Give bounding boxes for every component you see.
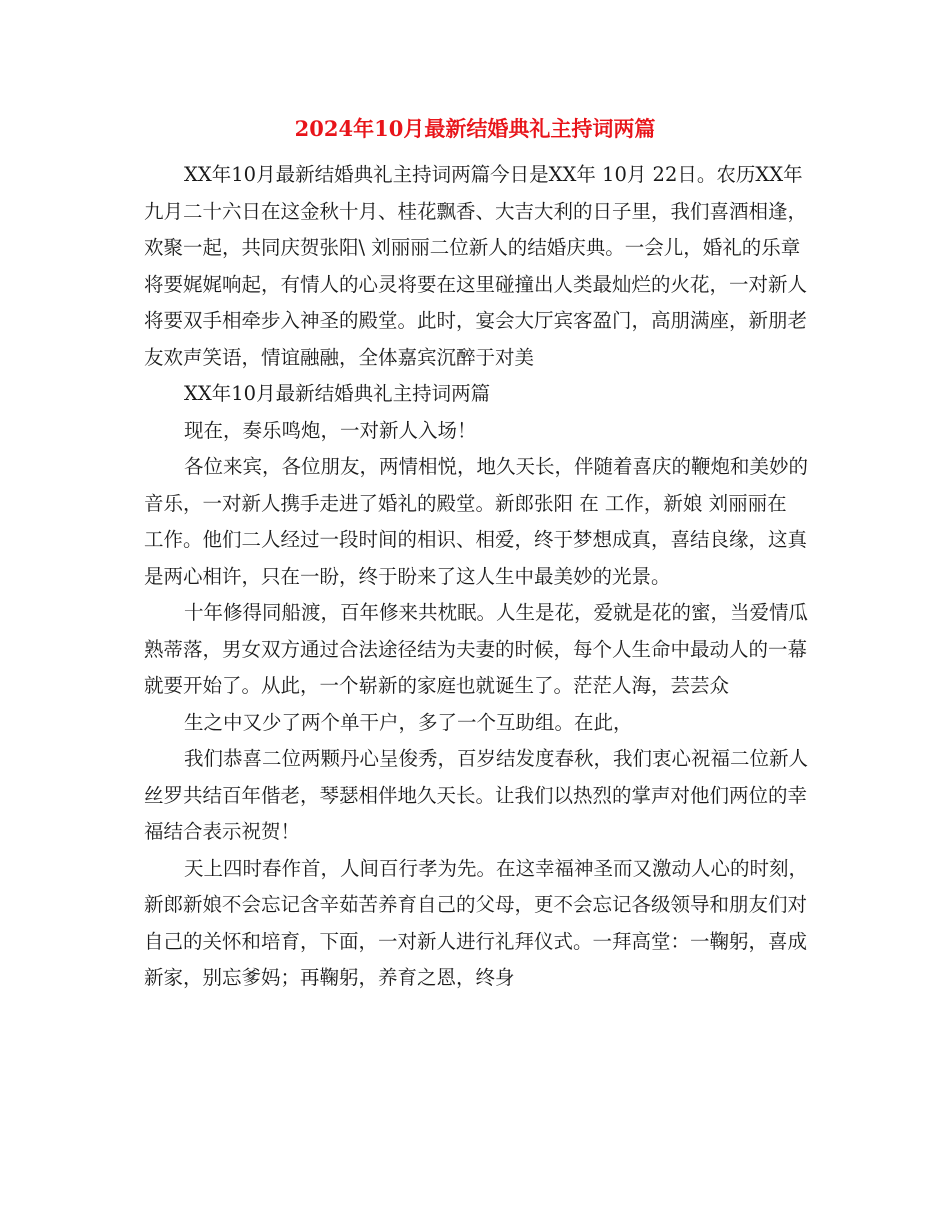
paragraph-welcome: 各位来宾，各位朋友，两情相悦，地久天长，伴随着喜庆的鞭炮和美妙的音乐，一对新人携手走进了婚礼的殿堂。新郎张阳 在 工作，新娘 刘丽丽在 工作。他们二人经过一段时间的相识、相爱，终于梦想成真，喜结良缘，这真是两心相许，只在一盼，终于盼来了这人生中最美妙的光景。 xyxy=(144,455,809,588)
document-title: 2024年10月最新结婚典礼主持词两篇 xyxy=(294,116,656,141)
paragraph-continuation: 生之中又少了两个单干户，多了一个互助组。在此， xyxy=(184,710,633,734)
paragraph-subtitle: XX年10月最新结婚典礼主持词两篇 xyxy=(184,382,491,405)
paragraph-marriage: 十年修得同船渡，百年修来共枕眠。人生是花，爱就是花的蜜，当爱情瓜熟蒂落，男女双方通过合法途径结为夫妻的时候，每个人生命中最动人的一幕就要开始了。从此，一个崭新的家庭也就诞生了。茫茫人海，芸芸众 xyxy=(144,601,809,697)
paragraph-entrance: 现在，奏乐鸣炮，一对新人入场！ xyxy=(184,418,477,442)
document-body xyxy=(144,157,808,997)
paragraph-ceremony: 天上四时春作首，人间百行孝为先。在这幸福神圣而又激动人心的时刻，新郎新娘不会忘记含辛茹苦养育自己的父母，更不会忘记各级领导和朋友们对自己的关怀和培育，下面，一对新人进行礼拜仪式。一拜高堂：一鞠躬，喜成新家，别忘爹妈；再鞠躬，养育之恩，终身 xyxy=(144,856,809,989)
paragraph-blessing: 我们恭喜二位两颗丹心呈俊秀，百岁结发度春秋，我们衷心祝福二位新人丝罗共结百年偕老，琴瑟相伴地久天长。让我们以热烈的掌声对他们两位的幸福结合表示祝贺！ xyxy=(144,747,809,843)
paragraph-intro: XX年10月最新结婚典礼主持词两篇今日是XX年 10月 22日。农历XX年九月二十六日在这金秋十月、桂花飘香、大吉大利的日子里，我们喜酒相逢，欢聚一起，共同庆贺张阳\ 刘丽丽二位新人的结婚庆典。一会儿，婚礼的乐章将要娓娓响起，有情人的心灵将要在这里碰撞出人类最灿烂的火花，一对新人将要双手相牵步入神圣的殿堂。此时，宴会大厅宾客盈门，高朋满座，新朋老友欢声笑语，情谊融融，全体嘉宾沉醉于对美 xyxy=(144,163,808,369)
